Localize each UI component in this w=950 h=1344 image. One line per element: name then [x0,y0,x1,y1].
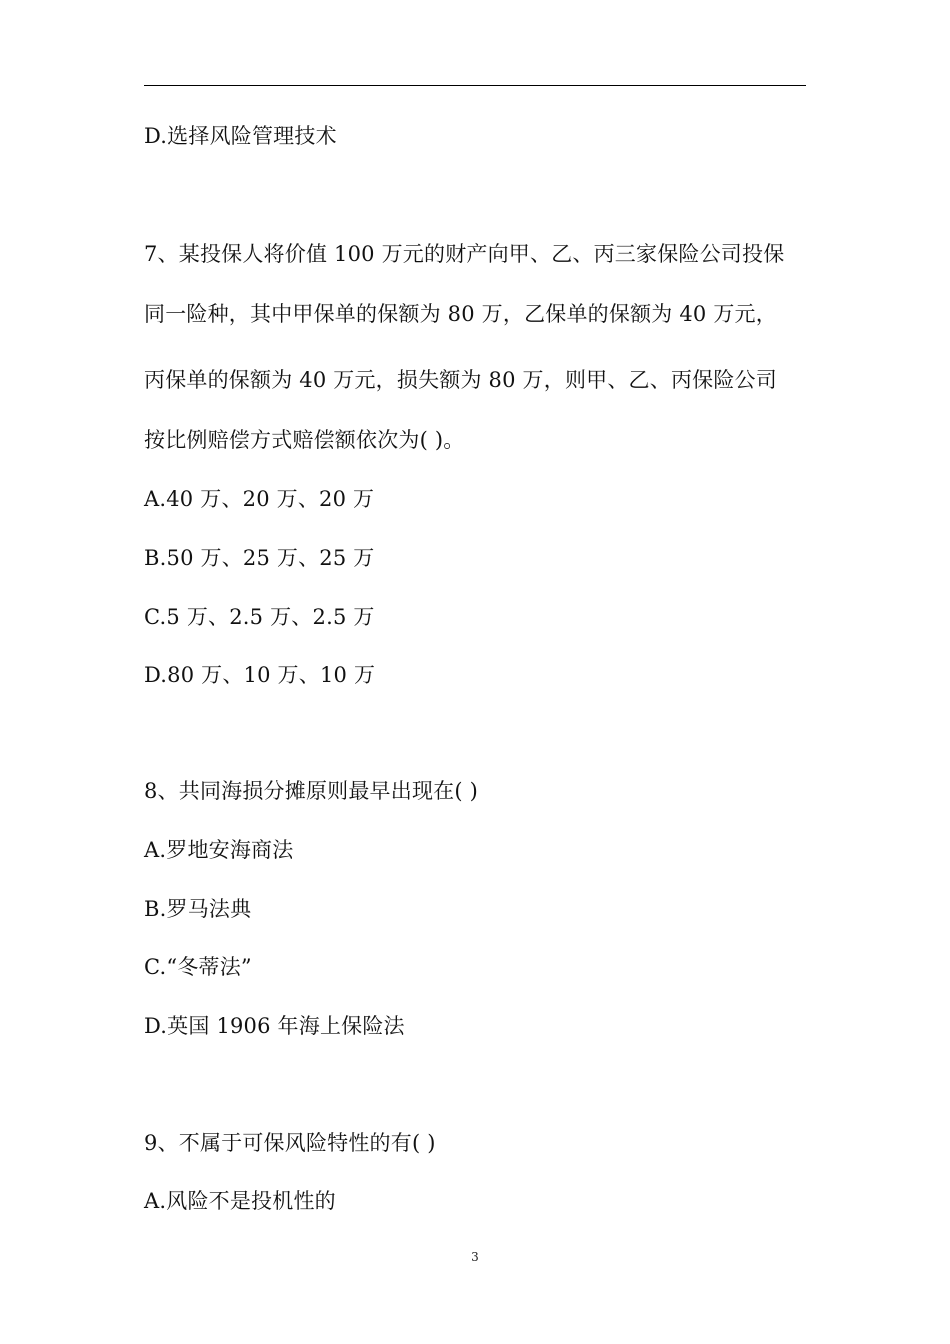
option-text: A.罗地安海商法 [144,838,294,862]
question-text: 7、某投保人将价值 100 万元的财产向甲、乙、丙三家保险公司投保 [144,242,785,266]
question-text: 按比例赔偿方式赔偿额依次为( )。 [144,428,465,452]
option-text: D.选择风险管理技术 [144,124,337,148]
option-text: D.英国 1906 年海上保险法 [144,1014,405,1038]
option-text: D.80 万、10 万、10 万 [144,663,376,687]
question-text: 8、共同海损分摊原则最早出现在( ) [144,779,479,803]
option-text: B.罗马法典 [144,897,252,921]
page-number: 3 [471,1250,479,1264]
header-rule [144,85,806,86]
option-text: C.5 万、2.5 万、2.5 万 [144,605,375,629]
question-text: 丙保单的保额为 40 万元，损失额为 80 万，则甲、乙、丙保险公司 [144,368,777,392]
option-text: B.50 万、25 万、25 万 [144,546,375,570]
option-text: C.“冬蒂法” [144,955,252,979]
option-text: A.风险不是投机性的 [144,1189,336,1213]
question-text: 9、不属于可保风险特性的有( ) [144,1131,436,1155]
option-text: A.40 万、20 万、20 万 [144,487,375,511]
question-text: 同一险种，其中甲保单的保额为 80 万，乙保单的保额为 40 万元， [144,302,777,326]
